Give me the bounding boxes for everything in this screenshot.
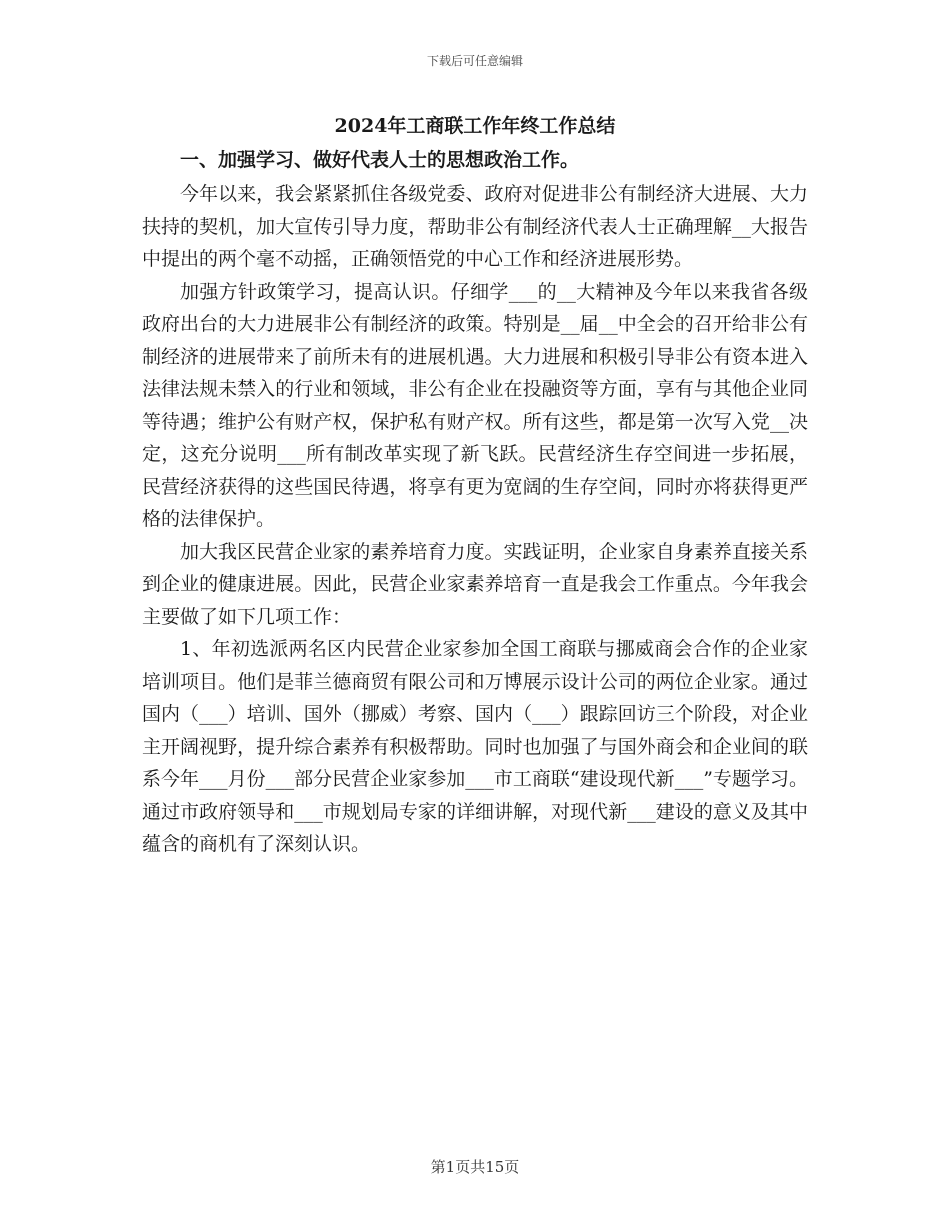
document-title: 2024年工商联工作年终工作总结 [334, 115, 616, 137]
paragraph-2: 加强方针政策学习，提高认识。仔细学___的__大精神及今年以来我省各级政府出台的大力进展非公有制经济的政策。特别是__届__中全会的召开给非公有制经济的进展带来了前所未有的进展机遇。大力进展和积极引导非公有资本进入法律法规未禁入的行业和领域，非公有企业在投融资等方面，享有与其他企业同等待遇；维护公有财产权，保护私有财产权。所有这些，都是第一次写入党__决定，这充分说明___所有制改革实现了新飞跃。民营经济生存空间进一步拓展，民营经济获得的这些国民待遇，将享有更为宽阔的生存空间，同时亦将获得更严格的法律保护。 [142, 280, 808, 530]
page-number-footer: 第1页共15页 [430, 1158, 520, 1176]
paragraph-1: 今年以来，我会紧紧抓住各级党委、政府对促进非公有制经济大进展、大力扶持的契机，加大宣传引导力度，帮助非公有制经济代表人士正确理解__大报告中提出的两个毫不动摇，正确领悟党的中心工作和经济进展形势。 [142, 183, 808, 270]
paragraph-4: 1、年初选派两名区内民营企业家参加全国工商联与挪威商会合作的企业家培训项目。他们是菲兰德商贸有限公司和万博展示设计公司的两位企业家。通过国内（___）培训、国外（挪威）考察、国内（___）跟踪回访三个阶段，对企业主开阔视野，提升综合素养有积极帮助。同时也加强了与国外商会和企业间的联系今年___月份___部分民营企业家参加___市工商联“建设现代新___”专题学习。通过市政府领导和___市规划局专家的详细讲解，对现代新___建设的意义及其中蕴含的商机有了深刻认识。 [142, 638, 808, 855]
section-heading-1: 一、加强学习、做好代表人士的思想政治工作。 [180, 149, 580, 171]
paragraph-3: 加大我区民营企业家的素养培育力度。实践证明，企业家自身素养直接关系到企业的健康进展。因此，民营企业家素养培育一直是我会工作重点。今年我会主要做了如下几项工作： [142, 540, 808, 628]
page-header-note: 下载后可任意编辑 [426, 54, 523, 68]
document-body [142, 110, 808, 861]
